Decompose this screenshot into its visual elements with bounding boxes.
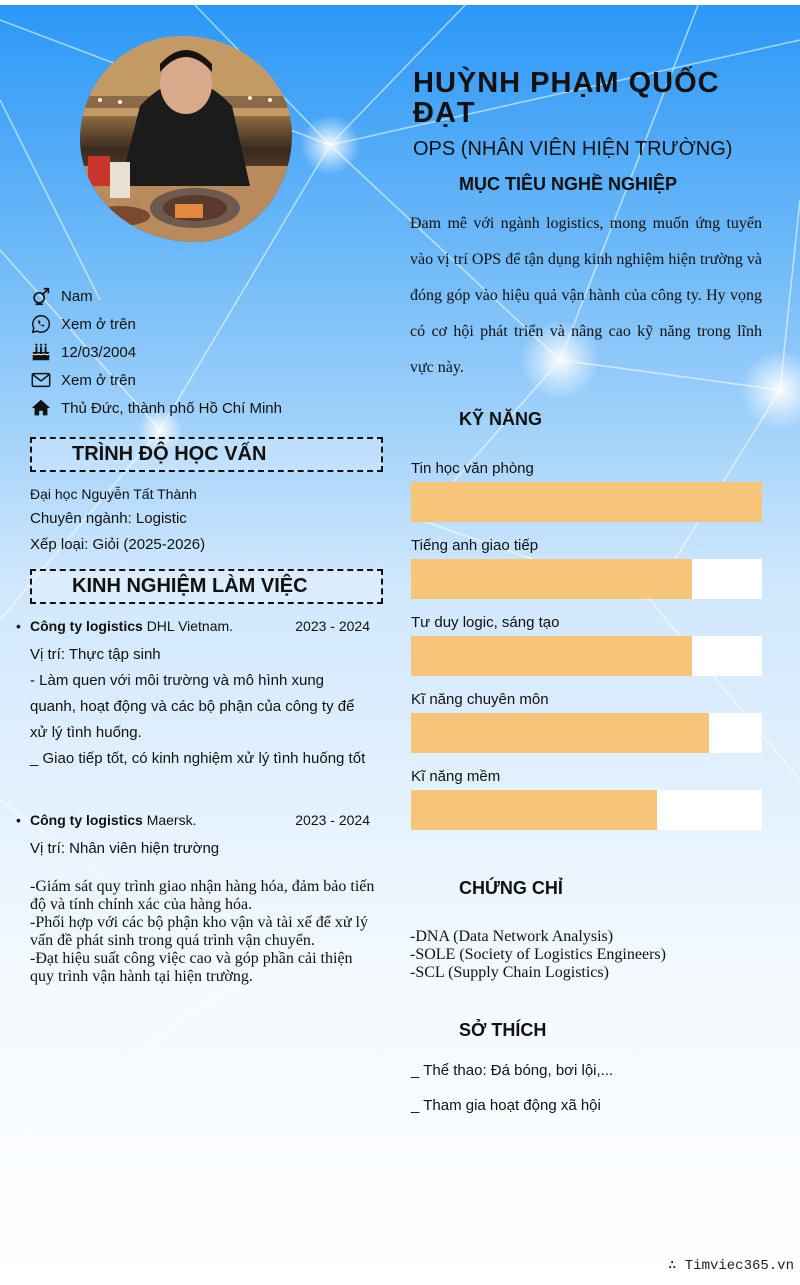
skill-bar-fill [411,636,692,676]
skill-label: Tiếng anh giao tiếp [411,537,539,554]
skill-bar-fill [411,713,709,753]
contact-birthday [30,340,136,364]
hobby-item: _ Thể thao: Đá bóng, bơi lội,... [411,1062,614,1079]
contact-gender-text: Nam [61,287,93,305]
contact-address [30,396,282,420]
skill-bar [411,559,762,599]
skill-bar-fill [411,482,762,522]
certificates-title: CHỨNG CHỈ [459,878,563,898]
objective-title: MỤC TIÊU NGHỀ NGHIỆP [459,174,678,194]
skill-label: Kĩ năng chuyên môn [411,691,549,708]
job-1-desc-2: _ Giao tiếp tốt, có kinh nghiệm xử lý tình huống tốt [30,750,366,767]
hobby-item: _ Tham gia hoạt động xã hội [411,1097,601,1114]
skill-bar [411,482,762,522]
skill-bar-fill [411,790,657,830]
education-major: Chuyên ngành: Logistic [30,510,187,527]
job-1-period: 2023 - 2024 [295,618,370,634]
whatsapp-icon [30,313,52,335]
job-2-company-name: Maersk. [146,812,197,828]
job-1-role: Vị trí: Thực tập sinh [30,646,161,663]
skill-bar [411,713,762,753]
job-1-header [30,618,370,634]
job-2-desc-2: -Phối hợp với các bộ phận kho vận và tài xế để xử lý vấn đề phát sinh trong quá trình vận chuyển. [30,914,368,949]
certificate-item: -SOLE (Society of Logistics Engineers) [410,946,666,963]
skills-title: KỸ NĂNG [459,409,543,429]
contact-email [30,368,136,392]
education-title: TRÌNH ĐỘ HỌC VẤN [30,437,383,472]
hobbies-title: SỞ THÍCH [459,1020,547,1040]
birthday-cake-icon [30,341,52,363]
contact-phone-text: Xem ở trên [61,315,136,333]
job-1-desc-1: - Làm quen với môi trường và mô hình xung quanh, hoạt động và các bộ phận của công ty để xử lý tình huống. [30,672,355,741]
skill-label: Tư duy logic, sáng tạo [411,614,560,631]
contact-phone [30,312,136,336]
job-bullet: • [16,812,21,828]
skill-bar [411,636,762,676]
profile-photo [80,36,292,242]
job-2-company-bold: Công ty logistics [30,812,143,828]
certificate-item: -SCL (Supply Chain Logistics) [410,964,609,981]
candidate-position: OPS (NHÂN VIÊN HIỆN TRƯỜNG) [413,138,733,160]
job-1-company-bold: Công ty logistics [30,618,143,634]
certificates-list [410,928,666,982]
candidate-name: HUỲNH PHẠM QUỐC ĐẠT [413,67,720,129]
skill-bar-fill [411,559,692,599]
home-icon [30,397,52,419]
skill-label: Tin học văn phòng [411,460,534,477]
experience-title: KINH NGHIỆM LÀM VIỆC [30,569,383,604]
job-1-company-name: DHL Vietnam. [146,618,234,634]
watermark: ∴ Timviec365.vn [667,1258,794,1274]
skill-bar [411,790,762,830]
certificate-item: -DNA (Data Network Analysis) [410,928,614,945]
education-school: Đại học Nguyễn Tất Thành [30,486,197,502]
objective-text: Đam mê với ngành logistics, mong muốn ứng tuyển vào vị trí OPS để tận dụng kinh nghiệm hiện trường và đóng góp vào hiệu quả vận hành của công ty. Hy vọng có cơ hội phát triển và nâng cao kỹ năng trong lĩnh vực này. [410,215,762,376]
job-2-desc-3: -Đạt hiệu suất công việc cao và góp phần cải thiện quy trình vận hành tại hiện trường. [30,950,353,985]
education-grade: Xếp loại: Giỏi (2025-2026) [30,536,206,553]
contact-address-text: Thủ Đức, thành phố Hồ Chí Minh [61,399,282,417]
contact-email-text: Xem ở trên [61,371,136,389]
job-2-role: Vị trí: Nhân viên hiện trường [30,840,220,857]
job-2-period: 2023 - 2024 [295,812,370,828]
job-2-header [30,812,370,828]
envelope-icon [30,369,52,391]
contact-gender [30,284,93,308]
job-bullet: • [16,618,21,634]
job-2-desc-1: -Giám sát quy trình giao nhận hàng hóa, đảm bảo tiến độ và tính chính xác của hàng hóa. [30,878,375,913]
skill-label: Kĩ năng mềm [411,768,501,785]
contact-birthday-text: 12/03/2004 [61,343,137,361]
gender-icon [30,285,52,307]
